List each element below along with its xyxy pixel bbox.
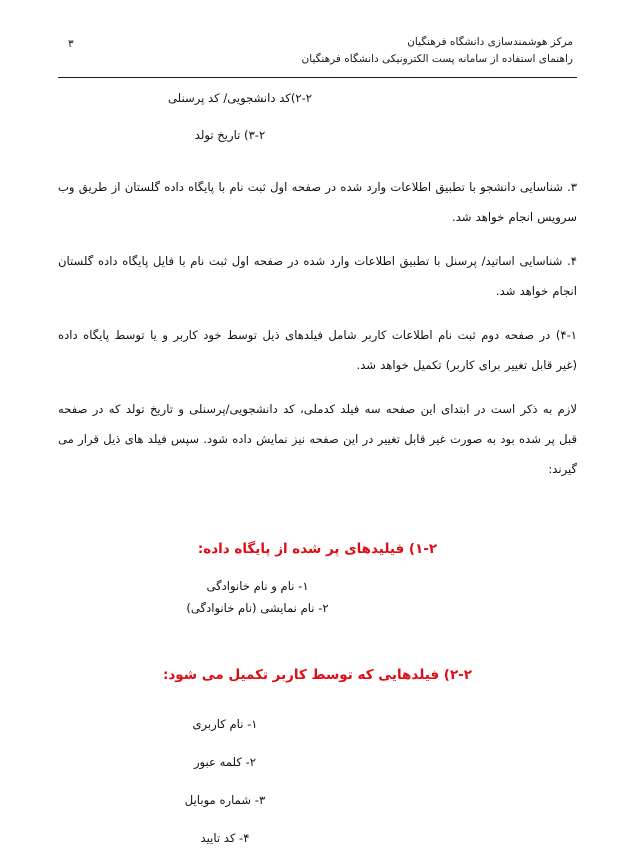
list-item: ۱- نام و نام خانوادگی — [206, 579, 309, 593]
list-item: ۲- کلمه عبور — [193, 755, 257, 769]
list-item: ۱- نام کاربری — [192, 717, 258, 731]
page-number: ۳ — [68, 38, 74, 50]
page-header — [58, 34, 573, 80]
paragraph-note-readonly-fields: لازم به ذکر است در ابتدای این صفحه سه فیلد کدملی، کد دانشجویی/پرسنلی و تاریخ تولد که در صفحه قبل پر شده بود به صورت غیر قابل تغییر در این صفحه نیز نمایش داده شود. سپس فیلد های ذیل قرار می گیرند: — [58, 402, 577, 476]
list-database-filled-fields — [58, 576, 457, 618]
spacer — [58, 494, 577, 538]
paragraph-second-registration-page: ۴-۱) در صفحه دوم ثبت نام اطلاعات کاربر شامل فیلدهای ذیل توسط خود کاربر و یا توسط پایگاه داده (غیر قابل تغییر برای کاربر) تکمیل خواهد شد. — [58, 328, 577, 372]
header-line-organization: مرکز هوشمندسازی دانشگاه فرهنگیان — [407, 36, 573, 48]
list-item: ۲- نام نمایشی (نام خانوادگی) — [186, 601, 329, 615]
header-divider — [58, 77, 577, 78]
list-user-filled-fields — [58, 714, 392, 848]
list-item: ۴- کد تایید — [200, 831, 250, 845]
sub-item-student-code: ۲-۲)کد دانشجویی/ کد پرسنلی — [168, 91, 312, 105]
heading-user-filled-fields: ۲-۲) فیلدهایی که توسط کاربر تکمیل می شود: — [162, 667, 473, 683]
spacer — [58, 620, 577, 664]
document-body — [58, 86, 577, 866]
header-text-block — [58, 34, 573, 68]
list-item: ۳- شماره موبایل — [184, 793, 266, 807]
header-line-subtitle: راهنمای استفاده از سامانه پست الکترونیکی دانشگاه فرهنگیان — [301, 53, 573, 65]
paragraph-staff-identification: ۴. شناسایی اساتید/ پرسنل با تطبیق اطلاعات وارد شده در صفحه اول ثبت نام با فایل پایگاه داده گلستان انجام خواهد شد. — [58, 254, 577, 298]
spacer — [58, 686, 577, 714]
spacer — [58, 162, 577, 172]
sub-item-birth-date: ۳-۲) تاریخ تولد — [194, 128, 266, 142]
spacer — [58, 560, 577, 576]
paragraph-student-identification: ۳. شناسایی دانشجو با تطبیق اطلاعات وارد شده در صفحه اول ثبت نام با پایگاه داده گلستان از طریق وب سرویس انجام خواهد شد. — [58, 180, 577, 224]
heading-database-filled-fields: ۱-۲) فیلیدهای پر شده از پایگاه داده: — [197, 541, 438, 557]
